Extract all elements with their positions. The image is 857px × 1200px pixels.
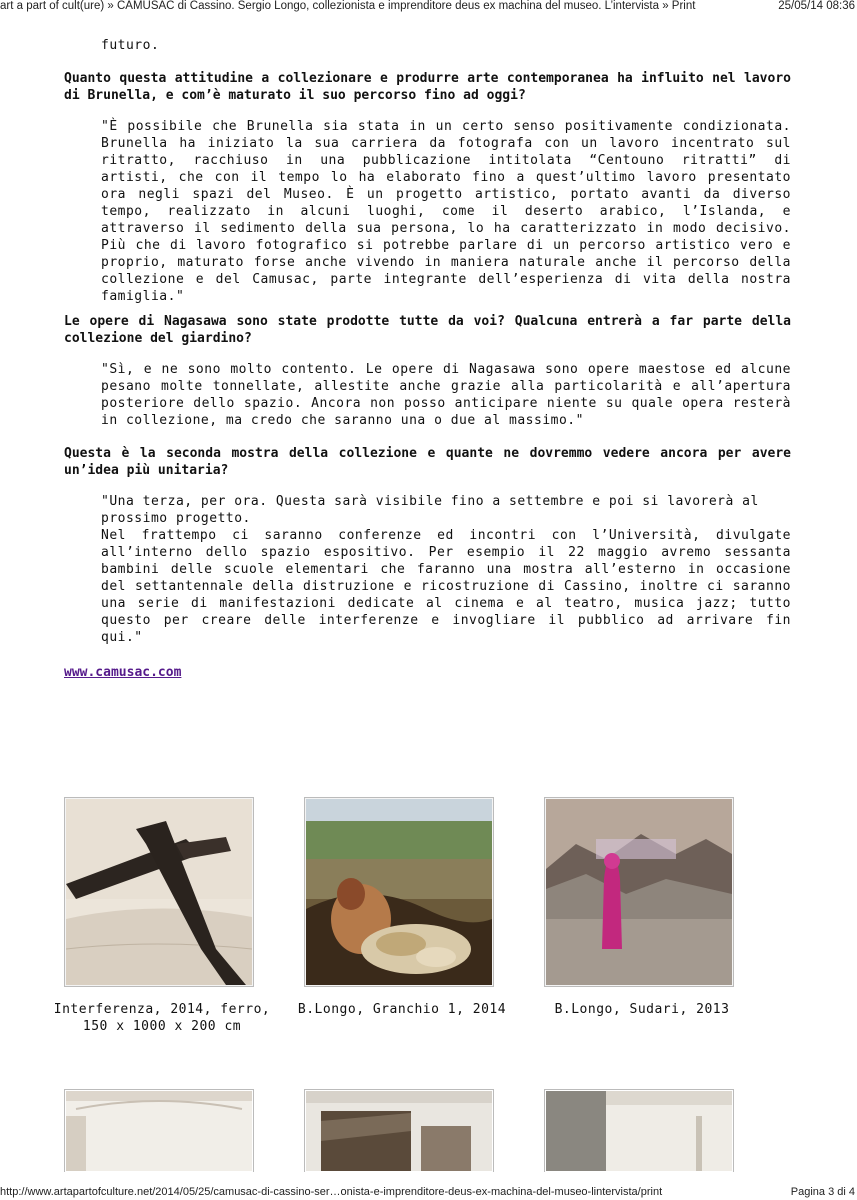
answer-text: "Sì, e ne sono molto contento. Le opere di Nagasawa sono opere maestose ed alcune pesano molte tonnellate, allestite anche grazie alla particolarità e all’apertura posteriore dello spazio. Ancora non posso anticipare niente su quale opera resterà in collezione, ma credo che saranno una o due al massimo." <box>101 362 791 428</box>
print-footer <box>0 1184 857 1200</box>
caption: B.Longo, Sudari, 2013 <box>554 1002 730 1017</box>
question-1: Quanto questa attitudine a collezionare e produrre arte contemporanea ha influito nel lavoro di Brunella, e com’è maturato il suo percorso fino ad oggi? <box>64 71 791 103</box>
page-url: http://www.artapartofculture.net/2014/05/25/camusac-di-cassino-ser…onista-e-imprenditore-deus-ex-machina-del-museo-lintervista/print <box>0 1186 663 1198</box>
artwork-image-granchio[interactable] <box>304 797 494 987</box>
artwork-image-white-room[interactable] <box>544 1089 734 1172</box>
answer-continuation <box>101 37 791 54</box>
answer-1 <box>101 118 791 305</box>
gallery-item[interactable] <box>544 797 776 1018</box>
page-number: Pagina 3 di 4 <box>790 1186 855 1198</box>
answer-2 <box>101 361 791 429</box>
answer-text: futuro. <box>101 38 160 53</box>
artwork-image-stone-sculpture[interactable] <box>304 1089 494 1172</box>
artwork-image-interferenza[interactable] <box>64 797 254 987</box>
answer-text: Nel frattempo ci saranno conferenze ed incontri con l’Università, divulgate all’interno dello spazio espositivo. Per esempio il 22 maggio avremo sessanta bambini delle scuole elementari che faranno una mostra all’esterno in occasione del settantennale della distruzione e ricostruzione di Cassino, inoltre ci saranno una serie di manifestazioni dedicate al cinema e al teatro, musica jazz; tutto questo per creare delle interferenze e invogliare il pubblico ad arrivare fin qui." <box>101 528 791 645</box>
answer-text: "È possibile che Brunella sia stata in un certo senso positivamente condizionata. Brunella ha iniziato la sua carriera da fotografa con un lavoro incentrato sul ritratto, racchiuso in una pubblicazione intitolata “Centouno ritratti” di artisti, che con il tempo lo ha elaborato fino a quest’ultimo lavoro presentato ora negli spazi del Museo. È un progetto artistico, portato avanti da diverso tempo, realizzato in alcuni luoghi, come il deserto arabico, l’Islanda, e attraverso il sedimento della sua persona, lo ha caratterizzato in modo decisivo. Più che di lavoro fotografico si potrebbe parlare di un percorso artistico vero e proprio, maturato forse anche vivendo in maniera naturale anche il percorso della collezione e del Camusac, parte integrante dell’esperienza di vita della nostra famiglia." <box>101 119 791 304</box>
artwork-image-sudari[interactable] <box>544 797 734 987</box>
museum-website-link[interactable]: www.camusac.com <box>64 665 182 680</box>
print-header <box>0 0 857 16</box>
gallery-item[interactable] <box>297 797 536 1018</box>
caption: B.Longo, Granchio 1, 2014 <box>297 1002 507 1017</box>
caption: Interferenza, 2014, ferro, 150 x 1000 x 200 cm <box>53 1002 271 1034</box>
artwork-image-gallery-room[interactable] <box>64 1089 254 1172</box>
answer-3 <box>101 493 791 646</box>
print-datetime: 25/05/14 08:36 <box>778 0 855 12</box>
question-3: Questa è la seconda mostra della collezione e quante ne dovremmo vedere ancora per avere un’idea più unitaria? <box>64 446 791 478</box>
article-body <box>64 37 791 680</box>
question-2: Le opere di Nagasawa sono state prodotte tutte da voi? Qualcuna entrerà a far parte della collezione del giardino? <box>64 314 791 346</box>
answer-text: "Una terza, per ora. Questa sarà visibile fino a settembre e poi si lavorerà al prossimo progetto. <box>101 494 759 526</box>
gallery-item[interactable] <box>53 797 296 1035</box>
page-title: art a part of cult(ure) » CAMUSAC di Cassino. Sergio Longo, collezionista e imprenditore deus ex machina del museo. L’intervista » Print <box>0 0 696 12</box>
